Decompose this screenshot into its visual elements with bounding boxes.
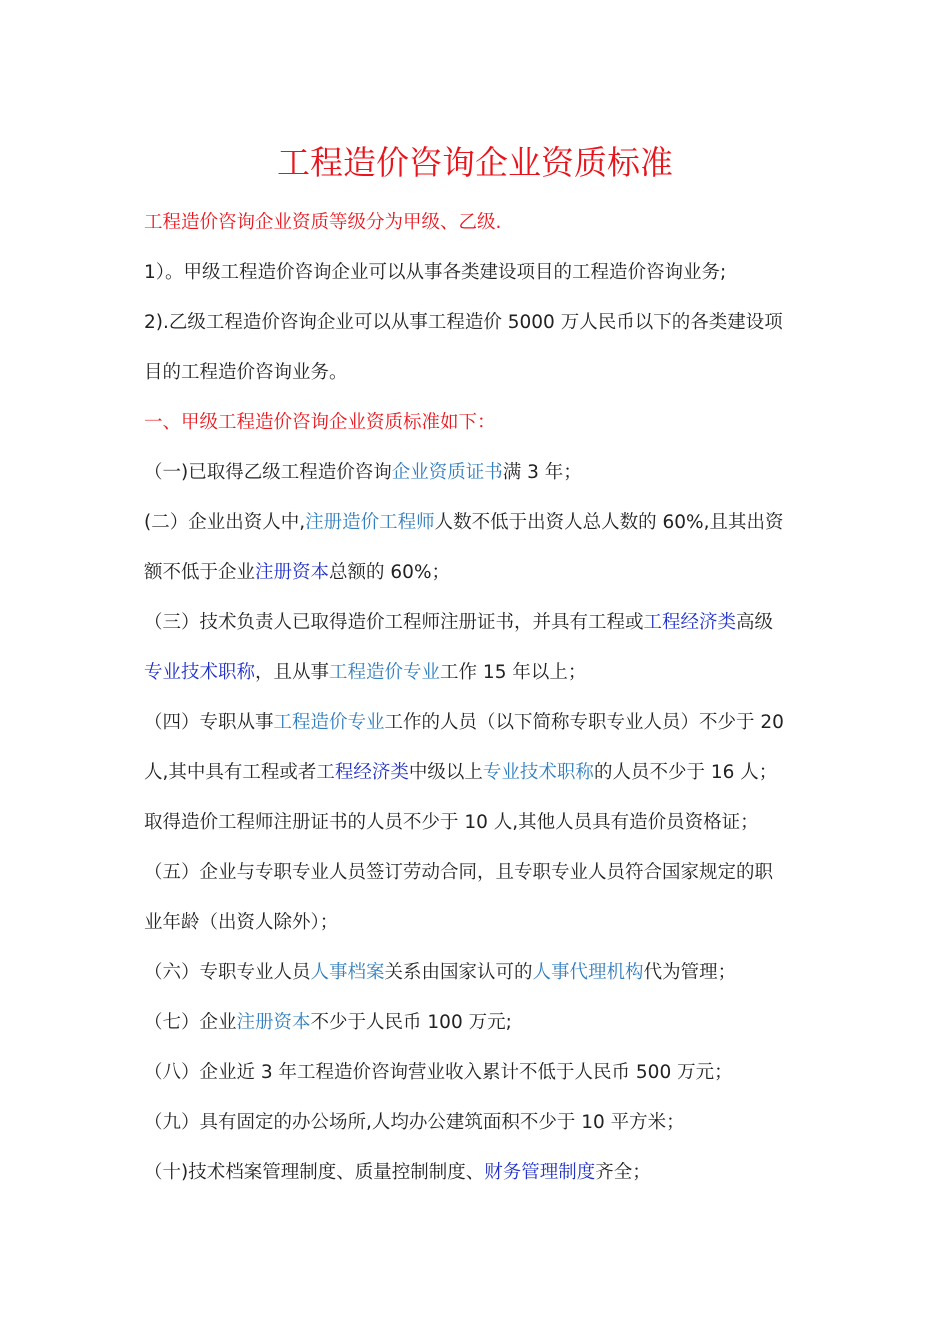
link-engineering-economics-2[interactable]: 工程经济类 — [316, 762, 409, 783]
clause-3-line-1 — [144, 608, 824, 638]
link-personnel-archive[interactable]: 人事档案 — [310, 962, 385, 983]
link-personnel-agency[interactable]: 人事代理机构 — [532, 962, 644, 983]
clause-5-line-2: 业年龄（出资人除外）； — [144, 912, 339, 933]
clause-6-text: （六）专职专业人员 — [144, 962, 311, 983]
link-financial-management-system[interactable]: 财务管理制度 — [484, 1162, 596, 1183]
clause-9: （九）具有固定的办公场所,人均办公建筑面积不少于 10 平方米； — [144, 1112, 685, 1133]
link-cost-profession[interactable]: 工程造价专业 — [329, 662, 441, 683]
link-registered-cost-engineer[interactable]: 注册造价工程师 — [305, 512, 435, 533]
clause-10 — [144, 1158, 824, 1188]
clause-7-text: （七）企业 — [144, 1012, 237, 1033]
clause-2-text: (二）企业出资人中, — [144, 512, 306, 533]
section-1-heading: 一、甲级工程造价咨询企业资质标准如下： — [144, 412, 496, 433]
clause-2b-text: 额不低于企业 — [144, 562, 256, 583]
clause-3b-text-end: 工作 15 年以上； — [440, 662, 587, 683]
clause-4b-text: 人,其中具有工程或者 — [144, 762, 317, 783]
link-enterprise-qualification-certificate[interactable]: 企业资质证书 — [391, 462, 503, 483]
clause-4-line-1 — [144, 708, 824, 738]
clause-6 — [144, 958, 824, 988]
intro-line: 工程造价咨询企业资质等级分为甲级、乙级. — [144, 212, 502, 233]
clause-10-text-end: 齐全； — [595, 1162, 651, 1183]
link-engineering-economics[interactable]: 工程经济类 — [643, 612, 737, 633]
clause-2-text-end: 人数不低于出资人总人数的 60%,且其出资 — [434, 512, 784, 533]
clause-1 — [144, 458, 824, 488]
clause-1-text: （一)已取得乙级工程造价咨询 — [144, 462, 392, 483]
link-cost-profession-2[interactable]: 工程造价专业 — [273, 712, 385, 733]
item-2-line-1: 2).乙级工程造价咨询企业可以从事工程造价 5000 万人民币以下的各类建设项 — [144, 312, 783, 333]
clause-2b-text-end: 总额的 60%； — [329, 562, 451, 583]
clause-10-text: （十)技术档案管理制度、质量控制制度、 — [144, 1162, 485, 1183]
clause-4-line-3: 取得造价工程师注册证书的人员不少于 10 人,其他人员具有造价员资格证； — [144, 812, 759, 833]
clause-5-line-1: （五）企业与专职专业人员签订劳动合同，且专职专业人员符合国家规定的职 — [144, 862, 774, 883]
link-professional-technical-title-2[interactable]: 专业技术职称 — [482, 762, 594, 783]
clause-3-text-end: 高级 — [736, 612, 774, 633]
link-professional-technical-title[interactable]: 专业技术职称 — [144, 662, 256, 683]
clause-7-text-end: 不少于人民币 100 万元; — [310, 1012, 512, 1033]
clause-2-line-2 — [144, 558, 824, 588]
clause-3-line-2 — [144, 658, 824, 688]
clause-1-text-end: 满 3 年； — [502, 462, 582, 483]
clause-4b-text-end: 的人员不少于 16 人； — [593, 762, 778, 783]
document-title: 工程造价咨询企业资质标准 — [277, 143, 673, 182]
clause-2-line-1 — [144, 508, 824, 538]
item-2-line-2: 目的工程造价咨询业务。 — [144, 362, 348, 383]
clause-3-text: （三）技术负责人已取得造价工程师注册证书，并具有工程或 — [144, 612, 644, 633]
link-registered-capital-2[interactable]: 注册资本 — [236, 1012, 311, 1033]
clause-6-text-end: 代为管理； — [643, 962, 737, 983]
clause-3b-text: ，且从事 — [255, 662, 330, 683]
clause-4-text-end: 工作的人员（以下简称专职专业人员）不少于 20 — [384, 712, 784, 733]
clause-4-line-2 — [144, 758, 824, 788]
clause-4b-text-mid: 中级以上 — [408, 762, 483, 783]
clause-8: （八）企业近 3 年工程造价咨询营业收入累计不低于人民币 500 万元； — [144, 1062, 733, 1083]
clause-6-text-mid: 关系由国家认可的 — [384, 962, 533, 983]
link-registered-capital[interactable]: 注册资本 — [255, 562, 330, 583]
clause-4-text: （四）专职从事 — [144, 712, 274, 733]
clause-7 — [144, 1008, 824, 1038]
item-1: 1）。甲级工程造价咨询企业可以从事各类建设项目的工程造价咨询业务; — [144, 262, 727, 283]
